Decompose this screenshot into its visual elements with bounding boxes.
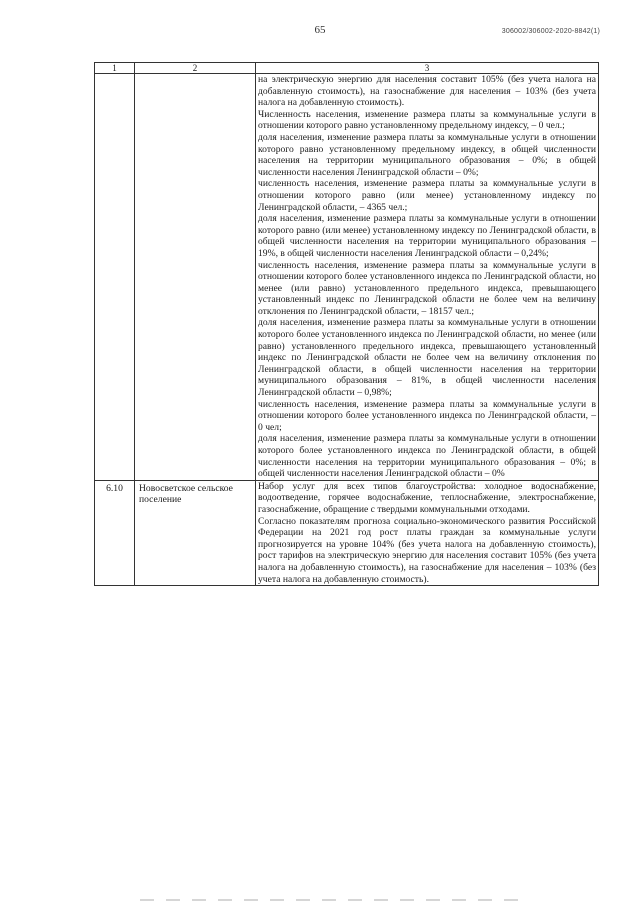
page-number: 65	[314, 24, 326, 36]
tariff-table	[94, 62, 599, 586]
paragraph: численность населения, изменение размера платы за коммунальные услуги в отношении которого равно (или менее) установленному индексу по Ленинградской области, – 4365 чел.;	[258, 178, 596, 213]
description-cell	[256, 480, 599, 585]
paragraph: численность населения, изменение размера платы за коммунальные услуги в отношении которого более установленного индекса по Ленинградской области, но менее (или равно) установленного предельного индекса, превышающего установленный индекс по Ленинградской области не более чем на величину отклонения по Ленинградской области, – 18157 чел.;	[258, 259, 596, 317]
municipality-cell: Новосветское сельское поселение	[135, 480, 256, 585]
column-number-2: 2	[135, 63, 256, 74]
paragraph: численность населения, изменение размера платы за коммунальные услуги в отношении которого более установленного индекса по Ленинградской области, – 0 чел;	[258, 398, 596, 433]
paragraph: доля населения, изменение размера платы за коммунальные услуги в отношении которого более установленного индекса по Ленинградской области, но менее (или равно) установленного предельного индекса, превышающего установленный индекс по Ленинградской области не более чем на величину отклонения по Ленинградской области, в общей численности населения на территории муниципального образования – 81%, в общей численности населения Ленинградской области – 0,98%;	[258, 317, 596, 399]
column-number-3: 3	[256, 63, 599, 74]
description-cell	[256, 74, 599, 481]
column-number-1: 1	[95, 63, 135, 74]
row-number-cell: 6.10	[95, 480, 135, 585]
paragraph: доля населения, изменение размера платы за коммунальные услуги в отношении которого более установленного индекса по Ленинградской области, в общей численности населения на территории муниципального образования – 0%; в общей численности населения Ленинградской области – 0%	[258, 433, 596, 480]
paragraph: Численность населения, изменение размера платы за коммунальные услуги в отношении которого равно установленному предельному индексу, – 0 чел.;	[258, 108, 596, 132]
paragraph: доля населения, изменение размера платы за коммунальные услуги в отношении которого равно (или менее) установленному индексу по Ленинградской области, в общей численности населения на территории муниципального образования – 19%, в общей численности населения Ленинградской области – 0,24%;	[258, 213, 596, 259]
paragraph: Набор услуг для всех типов благоустройства: холодное водоснабжение, водоотведение, горячее водоснабжение, теплоснабжение, электроснабжение, газоснабжение, обращение с твердыми коммунальными отходами.	[258, 480, 596, 515]
table-row-6-10	[95, 480, 599, 585]
document-code: 306002/306002-2020-8842(1)	[501, 28, 600, 35]
paragraph: Согласно показателям прогноза социально-экономического развития Российской Федерации на 2021 год рост платы граждан за коммунальные услуги прогнозируется на уровне 104% (без учета налога на добавленную стоимость), рост тарифов на электрическую энергию для населения составит 105% (без учета налога на добавленную стоимость), на газоснабжение для населения – 103% (без учета налога на добавленную стоимость).	[258, 515, 596, 585]
table-row-continuation	[95, 74, 599, 481]
scan-edge-artifact	[140, 899, 520, 901]
paragraph: на электрическую энергию для населения составит 105% (без учета налога на добавленную стоимость), на газоснабжение для населения – 103% (без учета налога на добавленную стоимость).	[258, 74, 596, 109]
municipality-cell	[135, 74, 256, 481]
paragraph: доля населения, изменение размера платы за коммунальные услуги в отношении которого равно установленному предельному индексу, в общей численности населения на территории муниципального образования – 0%; в общей численности населения Ленинградской области – 0%;	[258, 131, 596, 178]
column-number-row	[95, 63, 599, 74]
row-number-cell	[95, 74, 135, 481]
